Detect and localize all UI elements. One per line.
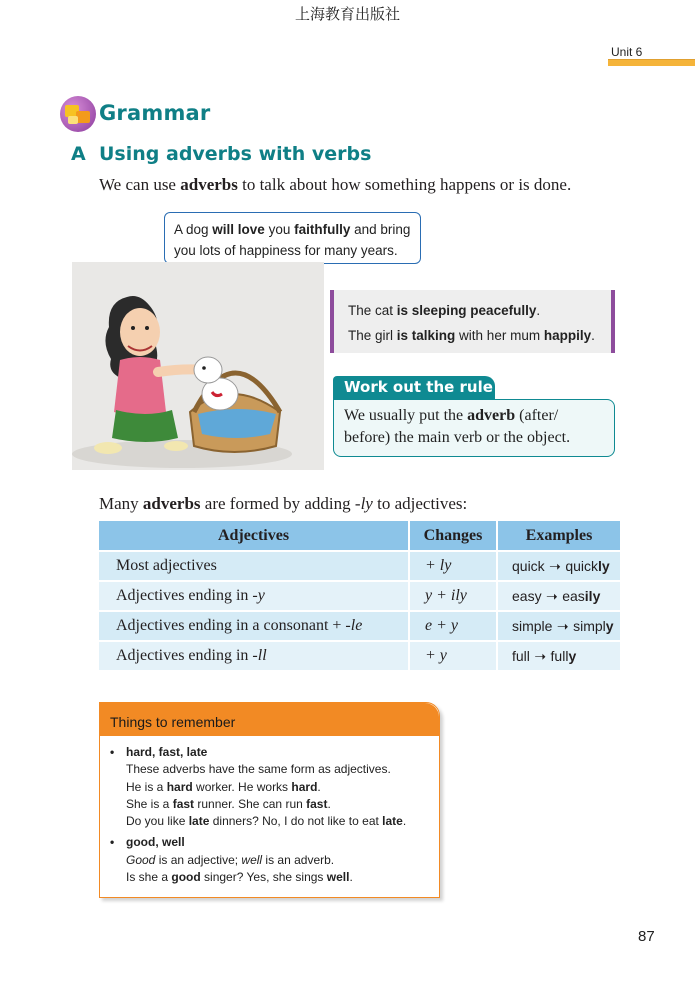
arrow-right-icon: ➝ xyxy=(552,618,574,635)
bullet-icon: • xyxy=(110,745,115,759)
example-cell xyxy=(498,550,620,580)
section-intro: We can use adverbs to talk about how something happens or is done. xyxy=(99,175,572,194)
table-row xyxy=(99,580,620,610)
example-cell xyxy=(498,640,620,670)
girl-petting-dog-illustration xyxy=(72,262,324,470)
remember-line: He is a hard worker. He works hard. xyxy=(126,779,321,794)
work-out-rule-box xyxy=(333,399,615,457)
unit-bar xyxy=(608,60,695,66)
remember-line: Do you like late dinners? No, I do not like to eat late. xyxy=(126,814,407,829)
remember-item xyxy=(110,834,439,886)
table-row xyxy=(99,550,620,580)
remember-title: Things to remember xyxy=(100,703,439,736)
arrow-right-icon: ➝ xyxy=(529,648,551,665)
remember-body xyxy=(100,736,439,886)
change-cell: e + y xyxy=(410,610,498,640)
remember-line: She is a fast runner. She can run fast. xyxy=(126,796,331,811)
bubble-line-1: A dog will love you faithfully and bring xyxy=(174,222,411,237)
adjective-type-cell: Adjectives ending in a consonant + -le xyxy=(99,610,410,640)
section-letter: A xyxy=(71,143,86,165)
example-to: easily xyxy=(562,587,601,604)
example-line-1: The cat is sleeping peacefully. xyxy=(348,303,541,318)
example-from: full xyxy=(512,647,530,664)
table-row xyxy=(99,640,620,670)
section-title: Using adverbs with verbs xyxy=(99,143,372,165)
arrow-right-icon: ➝ xyxy=(544,558,566,575)
example-from: simple xyxy=(512,617,553,634)
example-cell xyxy=(498,610,620,640)
section-heading: Grammar xyxy=(99,101,211,125)
table-intro: Many adverbs are formed by adding -ly to adjectives: xyxy=(99,494,468,513)
example-sentences-box xyxy=(330,290,615,353)
things-to-remember-box xyxy=(99,702,440,898)
header-adjectives: Adjectives xyxy=(99,521,410,550)
remember-item-heading: good, well xyxy=(126,835,185,850)
rule-line-2: before) the main verb or the object. xyxy=(344,429,571,446)
example-cell xyxy=(498,580,620,610)
example-to: simply xyxy=(573,617,614,634)
table-header-row xyxy=(99,521,620,550)
remember-item-heading: hard, fast, late xyxy=(126,745,208,759)
change-cell: + y xyxy=(410,640,498,670)
example-line-2: The girl is talking with her mum happily. xyxy=(348,328,595,343)
header-examples: Examples xyxy=(498,521,620,550)
page-number: 87 xyxy=(638,928,655,945)
grammar-puzzle-icon xyxy=(60,96,96,132)
rule-line-1: We usually put the adverb (after/ xyxy=(344,407,559,424)
change-cell: + ly xyxy=(410,550,498,580)
example-to: fully xyxy=(550,647,577,664)
adjective-type-cell: Adjectives ending in -y xyxy=(99,580,410,610)
arrow-right-icon: ➝ xyxy=(541,588,563,605)
work-out-rule-tab: Work out the rule xyxy=(333,376,495,401)
remember-line: Good is an adjective; well is an adverb. xyxy=(126,852,335,867)
remember-item xyxy=(110,744,439,830)
publisher-header: 上海教育出版社 xyxy=(294,5,400,23)
example-from: easy xyxy=(512,587,542,604)
remember-line: Is she a good singer? Yes, she sings well. xyxy=(126,870,353,885)
adjective-type-cell: Most adjectives xyxy=(99,550,410,580)
speech-bubble xyxy=(164,212,421,264)
remember-line: These adverbs have the same form as adjectives. xyxy=(126,762,391,777)
adjective-type-cell: Adjectives ending in -ll xyxy=(99,640,410,670)
unit-label: Unit 6 xyxy=(611,45,643,59)
change-cell: y + ily xyxy=(410,580,498,610)
bullet-icon: • xyxy=(110,835,115,850)
adverb-formation-table xyxy=(99,521,620,670)
table-row xyxy=(99,610,620,640)
example-from: quick xyxy=(512,557,545,574)
example-to: quickly xyxy=(565,557,610,574)
bubble-line-2: you lots of happiness for many years. xyxy=(174,243,398,258)
header-changes: Changes xyxy=(410,521,498,550)
